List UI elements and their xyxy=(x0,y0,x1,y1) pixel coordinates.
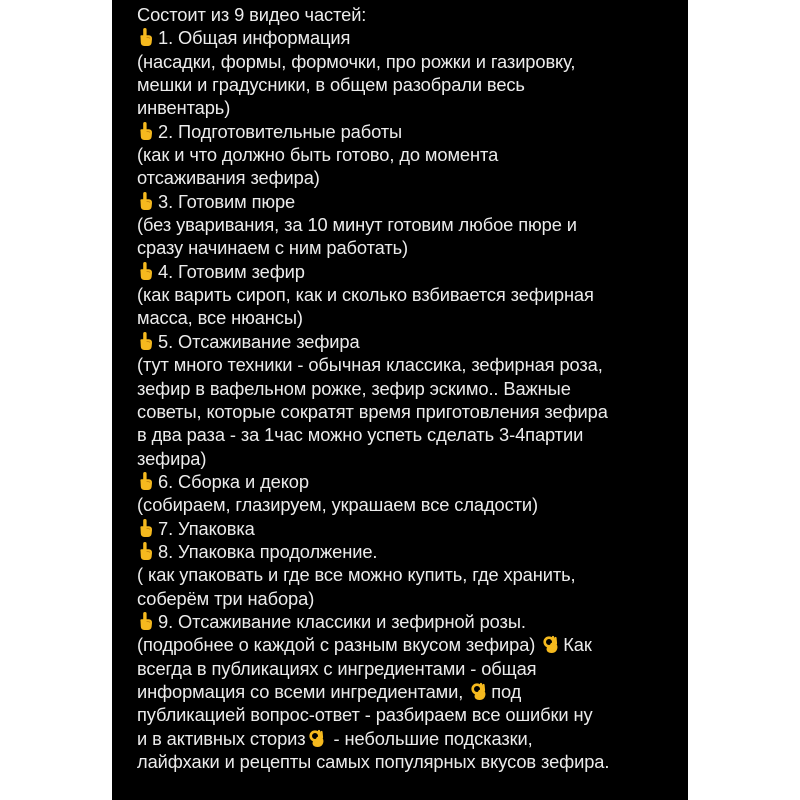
closing-text: (подробнее о каждой с разным вкусом зефира) xyxy=(137,634,536,656)
ok-hand-icon xyxy=(470,681,488,701)
part-title-text: 1. Общая информация xyxy=(158,27,351,49)
part-title-text: 5. Отсаживание зефира xyxy=(158,330,360,352)
part-6-desc: (собираем, глазируем, украшаем все сладости) xyxy=(137,494,539,516)
part-2-desc: отсаживания зефира) xyxy=(137,167,320,189)
part-3-title xyxy=(137,190,682,213)
part-8-title xyxy=(137,540,682,563)
closing-line-3 xyxy=(137,680,682,703)
closing-text: и в активных сториз xyxy=(137,727,306,749)
part-5-title xyxy=(137,330,682,353)
part-2-title xyxy=(137,120,682,143)
part-1-desc: инвентарь) xyxy=(137,97,231,119)
part-6-title xyxy=(137,470,682,493)
part-title-text: 7. Упаковка xyxy=(158,517,255,539)
part-title-text: 4. Готовим зефир xyxy=(158,260,305,282)
part-5-desc: в два раза - за 1час можно успеть сделать 3-4партии xyxy=(137,424,584,446)
pointing-up-hand-icon xyxy=(137,27,155,47)
pointing-up-hand-icon xyxy=(137,471,155,491)
part-5-desc: (тут много техники - обычная классика, зефирная роза, xyxy=(137,354,603,376)
part-4-title xyxy=(137,260,682,283)
part-9-title xyxy=(137,610,682,633)
part-title-text: 6. Сборка и декор xyxy=(158,470,309,492)
closing-line-5 xyxy=(137,727,682,750)
part-1-desc: (насадки, формы, формочки, про рожки и газировку, xyxy=(137,50,576,72)
part-title-text: 2. Подготовительные работы xyxy=(158,120,403,142)
part-5-desc: зефира) xyxy=(137,447,207,469)
closing-text: Как xyxy=(563,634,592,656)
part-1-desc: мешки и градусники, в общем разобрали весь xyxy=(137,74,525,96)
part-7-title xyxy=(137,517,682,540)
part-4-desc: (как варить сироп, как и сколько взбивается зефирная xyxy=(137,284,594,306)
part-3-desc: сразу начинаем с ним работать) xyxy=(137,237,409,259)
pointing-up-hand-icon xyxy=(137,331,155,351)
part-1-title xyxy=(137,26,682,49)
part-5-desc: зефир в вафельном рожке, зефир эскимо.. Важные xyxy=(137,377,571,399)
ok-hand-icon xyxy=(542,634,560,654)
part-2-desc: (как и что должно быть готово, до момента xyxy=(137,144,499,166)
part-3-desc: (без уваривания, за 10 минут готовим любое пюре и xyxy=(137,214,577,236)
closing-line-2: всегда в публикациях с ингредиентами - общая xyxy=(137,657,537,679)
intro-line: Состоит из 9 видео частей: xyxy=(137,4,367,25)
part-5-desc: советы, которые сократят время приготовления зефира xyxy=(137,400,608,422)
pointing-up-hand-icon xyxy=(137,261,155,281)
closing-text: - небольшие подсказки, xyxy=(328,727,533,749)
closing-line-1 xyxy=(137,633,682,656)
ok-hand-icon xyxy=(308,728,326,748)
pointing-up-hand-icon xyxy=(137,191,155,211)
pointing-up-hand-icon xyxy=(137,121,155,141)
closing-line-6: лайфхаки и рецепты самых популярных вкусов зефира. xyxy=(137,751,610,772)
part-4-desc: масса, все нюансы) xyxy=(137,307,303,329)
pointing-up-hand-icon xyxy=(137,541,155,561)
part-title-text: 3. Готовим пюре xyxy=(158,190,296,212)
part-title-text: 8. Упаковка продолжение. xyxy=(158,540,378,562)
pointing-up-hand-icon xyxy=(137,611,155,631)
part-8-desc: ( как упаковать и где все можно купить, где хранить, xyxy=(137,564,576,586)
closing-line-4: публикацией вопрос-ответ - разбираем все ошибки ну xyxy=(137,704,593,726)
part-title-text: 9. Отсаживание классики и зефирной розы. xyxy=(158,610,526,632)
pointing-up-hand-icon xyxy=(137,518,155,538)
post-text xyxy=(137,3,682,773)
closing-text: информация со всеми ингредиентами, xyxy=(137,680,464,702)
closing-text: под xyxy=(491,680,522,702)
part-8-desc: соберём три набора) xyxy=(137,587,315,609)
